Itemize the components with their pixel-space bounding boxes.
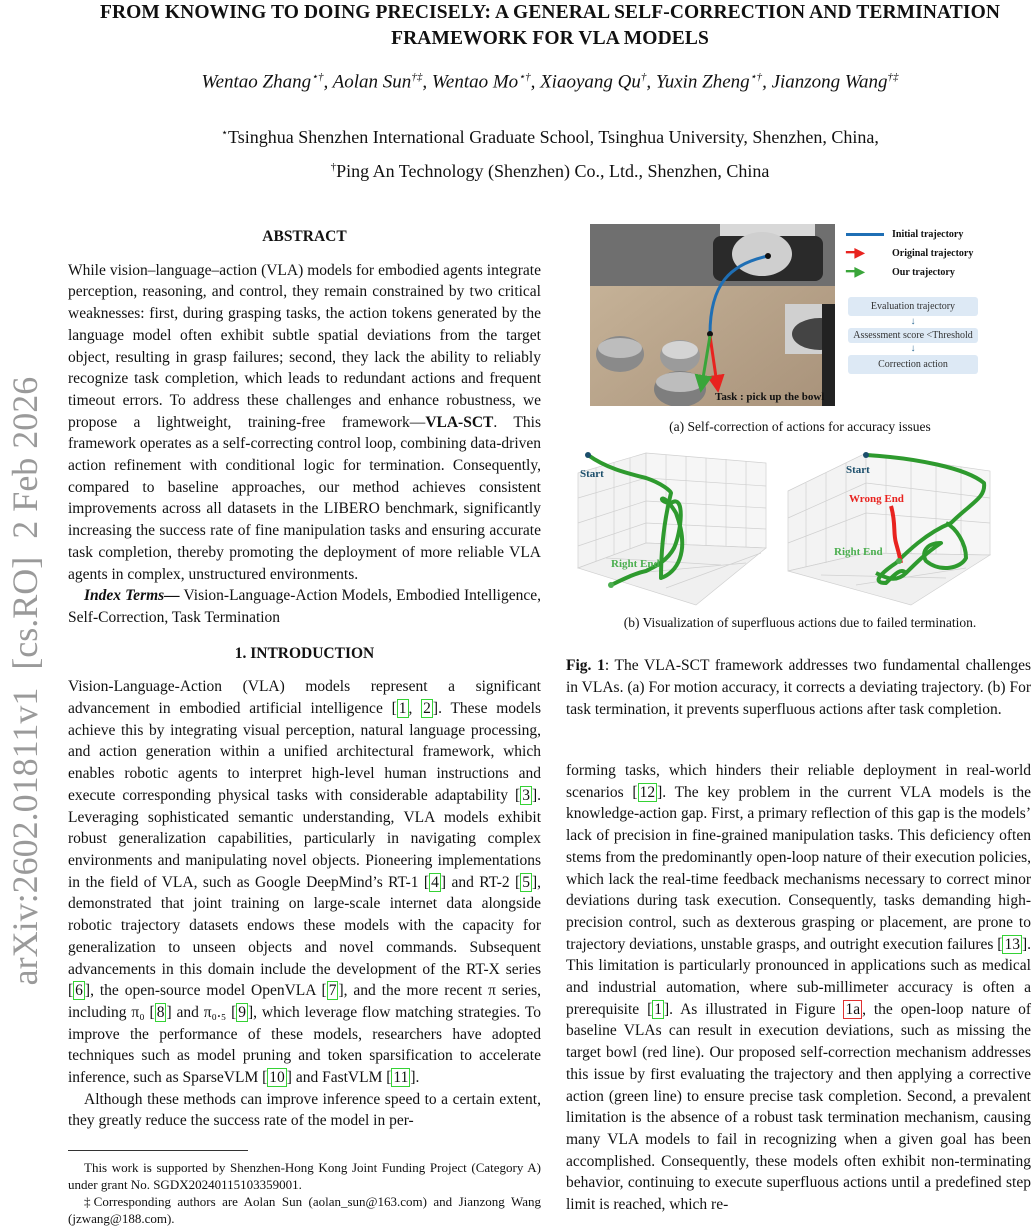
figure-caption <box>566 655 1031 721</box>
start-label: Start <box>580 468 604 480</box>
red-arrow-icon: ━▶ <box>846 246 866 261</box>
citation-link[interactable]: 4 <box>431 873 439 891</box>
figure-caption-text: : The VLA-SCT framework addresses two fundamental challenges in VLAs. (a) For motion accuracy, it corrects a deviating trajectory. (b) For task termination, it prevents superfluous actions after task completion. <box>566 657 1032 718</box>
affiliation-text: Ping An Technology (Shenzhen) Co., Ltd., Shenzhen, China <box>336 161 770 181</box>
author-marks: ⋆† <box>311 71 324 83</box>
panel-b <box>566 443 1034 613</box>
abstract-heading: ABSTRACT <box>262 228 347 245</box>
citation-link[interactable]: 12 <box>639 783 656 801</box>
flow-step-correction: Correction action <box>848 355 978 374</box>
left-column <box>68 226 541 1227</box>
legend-label: Our trajectory <box>892 267 955 278</box>
citation-link[interactable]: 10 <box>269 1069 285 1087</box>
caption-a: (a) Self-correction of actions for accuracy issues <box>669 419 931 434</box>
arrow-down-icon: ↓ <box>910 343 916 354</box>
figure-ref-link[interactable]: 1a <box>845 1000 861 1018</box>
flow-step-evaluation: Evaluation trajectory <box>848 297 978 316</box>
citation-link[interactable]: 7 <box>328 982 337 1000</box>
arxiv-watermark: arXiv:2602.01811v1 [cs.RO] 2 Feb 2026 <box>5 376 45 986</box>
affiliation-mark: ⋆ <box>221 127 229 139</box>
blue-line-icon <box>846 233 884 236</box>
footnote-corresponding: ‡Corresponding authors are Aolan Sun (aolan_sun@163.com) and Jianzong Wang (jzwang@188.com). <box>68 1194 541 1227</box>
citation-link[interactable]: 2 <box>423 700 431 718</box>
intro-paragraph: Vision-Language-Action (VLA) models represent a significant advancement in embodied artificial intelligence [ 1 , 2 ]. These models achieve this by integrating visual perception, natural language processing, and action generation within a unified architectural framework, which enables robotic agents to interpret high-level human instructions and execute corresponding physical tasks with considerable adaptability [ 3 ]. Leveraging sophisticated semantic understanding, VLA models exhibit robust generalization capabilities, particularly in navigating complex environments and manipulating novel objects. Pioneering implementations in the field of VLA, such as Google DeepMind’s RT-1 [ 4 ] and RT-2 [ 5 ], demonstrated that joint training on large-scale internet data alongside robotic trajectory datasets endows these models with the capacity for generalization to unseen objects and novel commands. Subsequent advancements in this domain include the development of the RT-X series [ 6 ], the open-source model OpenVLA [ 7 ], and the more recent π series, including π₀ [ 8 ] and π₀.₅ [ 9 ], which leverage flow matching strategies. To improve the performance of these models, researchers have adopted techniques such as model pruning and token sparsification to accelerate inference, such as SparseVLM [ 10 ] and FastVLM [ 11 ]. <box>68 678 542 1087</box>
trajectory-plots <box>566 443 1034 613</box>
intro-heading: 1. INTRODUCTION <box>234 644 375 662</box>
figure-1 <box>566 220 1034 631</box>
footnote-rule <box>68 1150 248 1151</box>
framework-name: VLA-SCT <box>425 413 494 431</box>
abstract-part: . This framework operates as a self-correcting control loop, combining data-driven action refinement with conditional logic for termination. Consequently, compared to baseline approaches, our method achieves consistent improvements across all datasets in the LIBERO benchmark, significantly increasing the success rate of fine manipulation tasks and ensuring accurate task completion, thereby promoting the deployment of more reliable VLA agents in complex, unstructured environments. <box>68 413 541 583</box>
intro-continued: forming tasks, which hinders their reliable deployment in real-world scenarios [ 12 ]. The key problem in the current VLA models is the knowledge-action gap. First, a primary reflection of this gap is the models’ lack of precision in fine-grained manipulation tasks. This deficiency often stems from the predominantly open-loop nature of their execution policies, which lack the real-time feedback mechanisms necessary to correct minor deviations during task execution. Consequently, tasks demanding high-precision control, such as dexterous grasping or placement, are prone to trajectory deviations, unstable grasps, and outright execution failures [ 13 ]. This limitation is particularly pronounced in applications such as medical and industrial automation, where sub-millimeter accuracy is often a prerequisite [ 1 ]. As illustrated in Figure 1a , the open-loop nature of baseline VLAs can result in execution deviations, such as missing the target bowl (red line). Our proposed self-correction mechanism addresses this issue by first evaluating the trajectory and then applying a corrective action (green line) to ensure precise task completion. Second, a prevalent limitation is the absence of a robust task termination mechanism, causing many VLA models to fail in recognizing when a given goal has been accomplished. Consequently, these models often exhibit non-terminating behavior, continuing to execute superfluous actions until a predefined step limit is reached, which re- <box>566 762 1031 1214</box>
robot-scene-image <box>590 224 835 406</box>
author-marks: †‡ <box>411 71 423 83</box>
flow-step-assessment: Assessment score <Threshold <box>848 328 978 343</box>
author: Yuxin Zheng <box>655 71 750 93</box>
citation-link[interactable]: 11 <box>393 1069 409 1087</box>
author-marks: † <box>640 71 647 83</box>
author-marks: ⋆† <box>518 71 531 83</box>
legend-label: Original trajectory <box>892 248 974 259</box>
author-list: Wentao Zhang⋆†, Aolan Sun†‡, Wentao Mo⋆†, Xiaoyang Qu†, Yuxin Zheng⋆†, Jianzong Wang†‡ <box>201 71 899 93</box>
legend <box>846 225 973 282</box>
legend-ours <box>846 263 973 282</box>
author: Aolan Sun <box>332 71 412 93</box>
citation-link[interactable]: 5 <box>522 873 530 891</box>
affiliation-1 <box>60 118 1034 152</box>
legend-original <box>846 244 973 263</box>
author: Wentao Zhang <box>201 71 312 93</box>
author-marks: ⋆† <box>749 71 763 83</box>
start-label: Start <box>846 464 870 476</box>
correction-flow <box>848 297 978 374</box>
footnote-funding: This work is supported by Shenzhen-Hong Kong Joint Funding Project (Category A) under grant No. SGDX20240115103359001. <box>68 1160 541 1193</box>
caption-b: (b) Visualization of superfluous actions due to failed termination. <box>623 615 977 630</box>
affiliation-2 <box>60 152 1034 186</box>
author: Jianzong Wang <box>771 71 888 93</box>
right-end-label: Right End <box>611 558 660 570</box>
citation-link[interactable]: 9 <box>238 1003 247 1021</box>
legend-label: Initial trajectory <box>892 229 964 240</box>
author: Wentao Mo <box>431 71 519 93</box>
figure-label: Fig. 1 <box>566 657 605 674</box>
task-label: Task : pick up the bowl <box>715 391 825 403</box>
citation-link[interactable]: 8 <box>156 1003 165 1021</box>
affiliation-text: Tsinghua Shenzhen International Graduate School, Tsinghua University, Shenzhen, China, <box>228 127 879 147</box>
citation-link[interactable]: 13 <box>1004 935 1020 953</box>
citation-link[interactable]: 1 <box>398 700 407 718</box>
paper-title: FROM KNOWING TO DOING PRECISELY: A GENERAL SELF-CORRECTION AND TERMINATION FRAMEWORK FOR VLA MODELS <box>99 2 1001 49</box>
index-terms <box>68 585 541 628</box>
right-end-label: Right End <box>834 546 883 558</box>
index-terms-label: Index Terms— <box>84 587 180 605</box>
citation-link[interactable]: 3 <box>522 786 530 804</box>
intro-paragraph: Although these methods can improve inference speed to a certain extent, they greatly reduce the success rate of the model in per- <box>68 1090 541 1130</box>
wrong-end-label: Wrong End <box>849 493 904 505</box>
citation-link[interactable]: 1 <box>654 1000 662 1018</box>
affiliation-mark: † <box>330 161 337 173</box>
panel-a <box>566 220 1034 410</box>
affiliations <box>60 118 1034 186</box>
green-arrow-icon: ━▶ <box>846 265 866 280</box>
author-marks: †‡ <box>887 71 899 83</box>
index-terms-text: Vision-Language-Action Models, Embodied Intelligence, Self-Correction, Task Termination <box>68 587 541 626</box>
abstract-part: While vision–language–action (VLA) models for embodied agents integrate perception, reasoning, and control, they remain constrained by two critical weaknesses: first, during grasping tasks, the action tokens generated by the language model often exhibit subtle spatial deviations from the target object, resulting in grasp failures; second, they lack the ability to reliably recognize task completion, which leads to redundant actions and frequent timeout errors. To address these challenges and enhance robustness, we propose a lightweight, training-free framework— <box>68 261 541 431</box>
arrow-down-icon: ↓ <box>910 316 916 327</box>
right-column <box>566 760 1031 1216</box>
grid-left <box>578 453 766 605</box>
citation-link[interactable]: 6 <box>75 982 83 1000</box>
abstract-text <box>68 260 541 586</box>
legend-initial <box>846 225 973 244</box>
author: Xiaoyang Qu <box>540 71 641 93</box>
